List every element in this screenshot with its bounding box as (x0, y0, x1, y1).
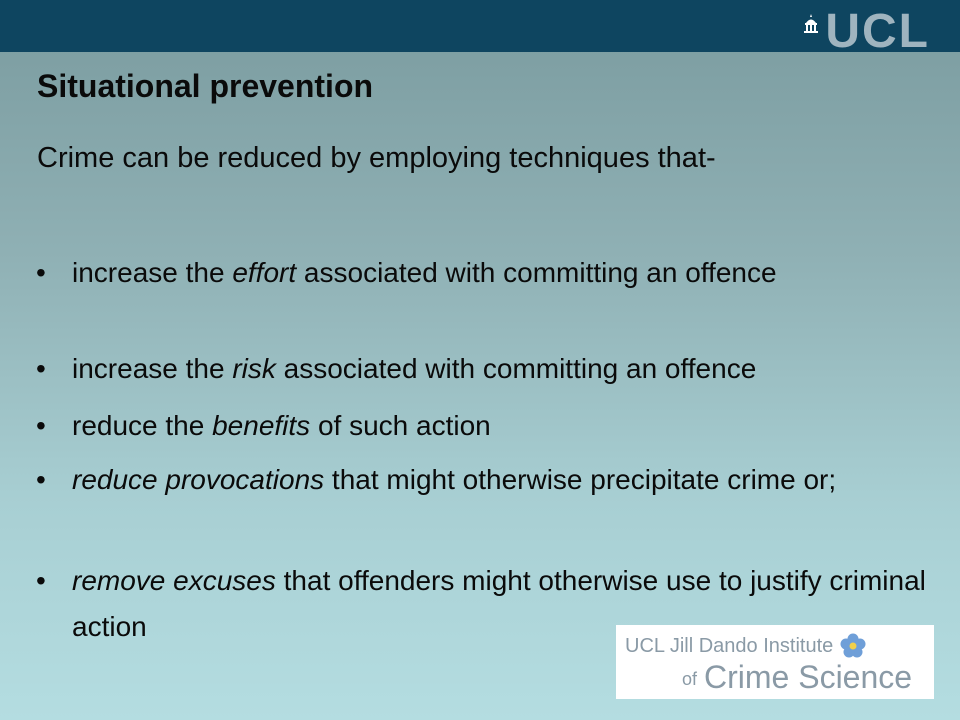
institute-name: UCL Jill Dando Institute (625, 635, 834, 657)
bullet-marker: • (36, 410, 46, 441)
bullet-marker: • (36, 257, 46, 288)
bullet-text: reduce the benefits of such action (72, 410, 491, 441)
bullet-text: increase the risk associated with committing an offence (72, 353, 757, 384)
ucl-logo (803, 5, 930, 58)
header-bar (0, 0, 960, 58)
slide-lead-text: Crime can be reduced by employing techniques that- (37, 142, 716, 174)
bullet-marker: • (36, 464, 46, 495)
institute-of-text: of (682, 669, 698, 689)
bullet-text: remove excuses that offenders might otherwise use to justify criminal action (72, 565, 926, 642)
jill-dando-institute-logo (616, 625, 934, 699)
slide-title: Situational prevention (37, 68, 374, 104)
crime-science-text: Crime Science (704, 659, 913, 695)
ucl-logo-text: UCL (825, 5, 930, 58)
bullet-text: reduce provocations that might otherwise precipitate crime or; (72, 464, 837, 495)
ucl-dome-icon (803, 14, 819, 34)
bullet-text: increase the effort associated with committing an offence (72, 257, 777, 288)
forget-me-not-flower-icon (840, 633, 866, 659)
bullet-marker: • (36, 565, 46, 596)
bullet-marker: • (36, 353, 46, 384)
